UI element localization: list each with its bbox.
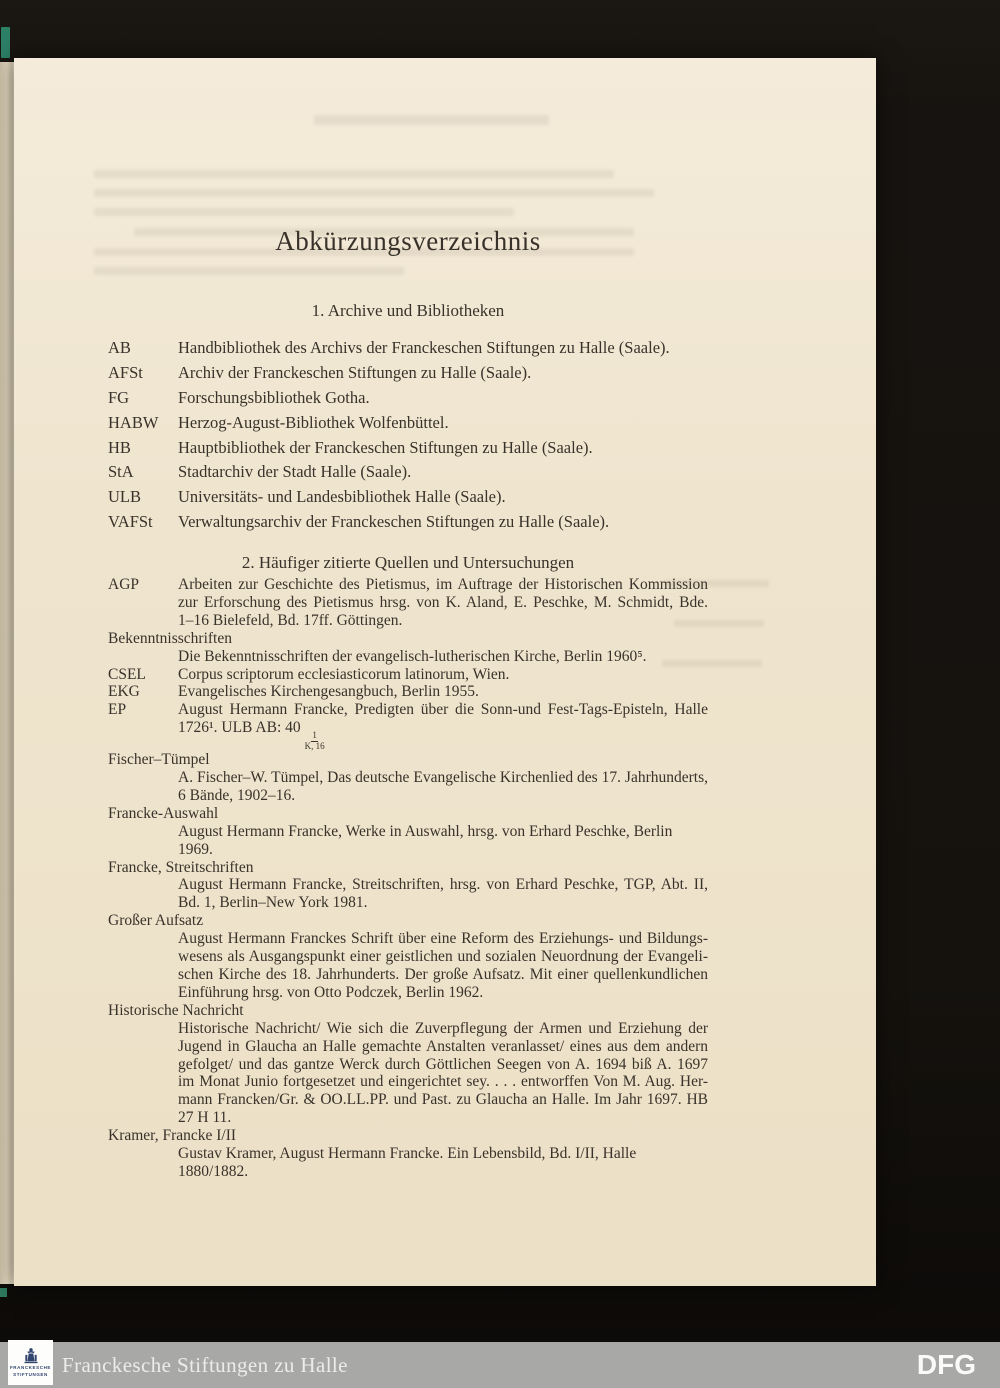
abbr-term: AB (108, 338, 131, 357)
source-text-line: 1–16 Bielefeld, Bd. 17ff. Göttingen. (178, 611, 403, 629)
source-entry (108, 859, 708, 913)
scanned-page (14, 58, 876, 1286)
source-entry (108, 683, 708, 701)
abbr-definition: Forschungsbibliothek Gotha. (178, 387, 370, 407)
source-text-line: August Hermann Francke, Predigten über die Sonn-und Fest-Tags-Episteln, Halle (178, 701, 708, 719)
viewer-footer-bar (0, 1342, 1000, 1388)
source-entry (108, 912, 708, 1002)
source-text-line: schen Kirche des 18. Jahrhunderts. Der große Aufsatz. Mit einer quellenkundlichen (178, 966, 708, 983)
source-label: Großer Aufsatz (108, 912, 204, 930)
source-entry (108, 666, 708, 684)
logo-text-line-2: STIFTUNGEN (13, 1372, 48, 1377)
source-text-line: Arbeiten zur Geschichte des Pietismus, im Auftrage der Historischen Kommission (178, 576, 708, 593)
source-label: EP (108, 701, 127, 719)
source-label: Francke, Streitschriften (108, 858, 254, 876)
abbreviation-entry (108, 485, 708, 510)
source-text-line: Jugend in Glaucha an Halle gemachte Anstalten veranlasset/ eines aus dem andern (178, 1037, 708, 1055)
source-text (178, 769, 708, 805)
book-page-stack-edge (0, 62, 15, 1284)
source-text-line: August Hermann Franckes Schrift über eine Reform des Erziehungs- und Bildungs- (178, 930, 708, 948)
footer-institution-title: Franckesche Stiftungen zu Halle (62, 1352, 348, 1377)
source-text-line: Evangelisches Kirchengesangbuch, Berlin 1955. (178, 683, 479, 701)
bleed-through-ghost (314, 115, 549, 125)
abbr-definition: Verwaltungsarchiv der Franckeschen Stiftungen zu Halle (Saale). (178, 512, 610, 532)
source-label: EKG (108, 683, 140, 701)
eagle-emblem-icon (21, 1347, 41, 1364)
source-text (178, 930, 708, 1002)
source-label: Kramer, Francke I/II (108, 1127, 237, 1145)
source-entry (108, 1002, 708, 1127)
source-text (178, 1020, 708, 1127)
source-text-line: 1726¹. ULB AB: 40 $\frac{1}{K, 16}$ (178, 719, 325, 751)
abbreviation-entry (108, 361, 708, 386)
source-text-line: Die Bekenntnisschriften der evangelisch-lutherischen Kirche, Berlin 1960⁵. (178, 647, 647, 665)
abbr-term: HB (108, 437, 131, 457)
abbr-definition: Universitäts- und Landesbibliothek Halle (Saale). (178, 487, 506, 507)
bleed-through-ghost (94, 267, 404, 275)
section-1-heading: 1. Archive und Bibliotheken (311, 301, 505, 320)
abbreviation-entry (108, 460, 708, 485)
source-label: Fischer–Tümpel (108, 751, 210, 769)
green-bookmark-top (1, 27, 10, 58)
section-2-heading: 2. Häufiger zitierte Quellen und Untersuchungen (241, 553, 575, 572)
source-text-line: mann Francken/Gr. & OO.LL.PP. und Past. zu Glaucha an Halle. Im Jahr 1697. HB (178, 1091, 708, 1109)
bleed-through-ghost (94, 189, 654, 197)
source-entry (108, 1127, 708, 1181)
abbr-term: VAFSt (108, 512, 153, 532)
abbr-definition: Stadtarchiv der Stadt Halle (Saale). (178, 462, 412, 482)
source-text-line: August Hermann Francke, Streitschriften, hrsg. von Erhard Peschke, TGP, Abt. II, (178, 876, 708, 894)
source-text-line: Gustav Kramer, August Hermann Francke. Ein Lebensbild, Bd. I/II, Halle 1880/1882. (178, 1145, 637, 1180)
abbr-definition: Handbibliothek des Archivs der Franckeschen Stiftungen zu Halle (Saale). (178, 338, 670, 357)
source-text (178, 648, 708, 666)
source-text-line: Bd. 1, Berlin–New York 1981. (178, 894, 368, 912)
source-entry (108, 805, 708, 859)
abbreviation-entry (108, 436, 708, 461)
source-text (178, 1145, 708, 1181)
abbr-term: FG (108, 387, 130, 407)
abbr-definition: Hauptbibliothek der Franckeschen Stiftungen zu Halle (Saale). (178, 437, 593, 457)
abbr-term: HABW (108, 412, 159, 432)
source-text (178, 876, 708, 912)
shelfmark-fraction (305, 731, 325, 751)
fraction-denominator: K, 16 (304, 740, 325, 751)
source-text-line: Einführung hrsg. von Otto Podczek, Berlin 1962. (178, 983, 484, 1001)
page-title: Abkürzungsverzeichnis (275, 226, 541, 256)
source-text (178, 823, 708, 859)
abbreviation-entry (108, 336, 708, 361)
source-text-line: Historische Nachricht/ Wie sich die Zuverpflegung der Armen und Erziehung der (178, 1019, 708, 1037)
source-label: Francke-Auswahl (108, 804, 219, 822)
source-text-line: wesens als Ausgangspunkt einer geistlichen und sozialen Neuordnung der Evangeli- (178, 948, 708, 966)
abbr-term: ULB (108, 487, 141, 507)
source-text-line: 27 H 11. (178, 1109, 232, 1127)
source-label: CSEL (108, 665, 146, 683)
source-text (178, 576, 708, 630)
abbr-term: StA (108, 462, 134, 482)
source-text-line: A. Fischer–W. Tümpel, Das deutsche Evangelische Kirchenlied des 17. Jahrhunderts, (178, 769, 708, 787)
source-entry (108, 701, 708, 751)
abbreviation-entry (108, 386, 708, 411)
source-entry (108, 576, 708, 630)
abbreviation-entry (108, 411, 708, 436)
source-text (178, 683, 708, 701)
source-entry (108, 751, 708, 805)
source-text-line: zur Erforschung des Pietismus hrsg. von K. Aland, E. Peschke, M. Schmidt, Bde. (178, 593, 708, 611)
green-bookmark-bottom (0, 1288, 7, 1297)
source-text-line: 6 Bände, 1902–16. (178, 786, 296, 804)
source-text (178, 666, 708, 684)
source-text (178, 701, 708, 751)
abbr-definition: Herzog-August-Bibliothek Wolfenbüttel. (178, 412, 449, 432)
source-text-line: Corpus scriptorum ecclesiasticorum latinorum, Wien. (178, 665, 510, 683)
abbreviation-entry (108, 510, 708, 535)
source-text-line: im Monat Junio fortgesetzet und eingerichtet sey. . . . entworffen Von M. Aug. Her- (178, 1073, 708, 1091)
abbr-term: AFSt (108, 362, 143, 382)
source-label: AGP (108, 576, 140, 593)
source-text-line: August Hermann Francke, Werke in Auswahl, hrsg. von Erhard Peschke, Berlin 1969. (178, 822, 673, 858)
source-text-line: gefolget/ und das gantze Werck durch Göttlichen Seegen von A. 1694 biß A. 1697 (178, 1055, 708, 1073)
abbr-definition: Archiv der Franckeschen Stiftungen zu Halle (Saale). (178, 362, 532, 382)
source-entry (108, 630, 708, 666)
franckesche-stiftungen-logo (8, 1340, 53, 1385)
fraction-numerator: 1 (312, 730, 317, 741)
source-label: Bekenntnisschriften (108, 629, 232, 647)
archives-list (108, 336, 708, 535)
dfg-logo: DFG (916, 1349, 976, 1380)
sources-list (108, 576, 708, 1181)
bleed-through-ghost (94, 208, 514, 216)
logo-text-line-1: FRANCKESCHE (9, 1365, 52, 1371)
source-label: Historische Nachricht (108, 1001, 244, 1019)
bleed-through-ghost (94, 170, 614, 178)
